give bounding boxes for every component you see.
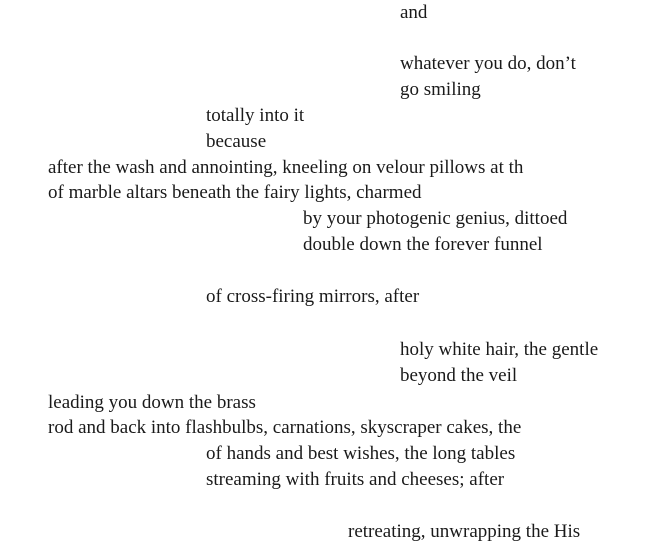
poem-line: beyond the veil xyxy=(400,365,518,386)
poem-line: of marble altars beneath the fairy lights, charmed xyxy=(48,182,422,203)
poem-line: streaming with fruits and cheeses; after xyxy=(206,469,505,490)
poem-line: and xyxy=(400,2,428,23)
poem-line: rod and back into flashbulbs, carnations, skyscraper cakes, the xyxy=(48,417,522,438)
poem-line: of hands and best wishes, the long tables xyxy=(206,443,516,464)
poem-line: leading you down the brass xyxy=(48,392,256,413)
poem-line: because xyxy=(206,131,267,152)
poem-line: after the wash and annointing, kneeling on velour pillows at th xyxy=(48,157,524,178)
poem-line: by your photogenic genius, dittoed xyxy=(303,208,568,229)
poem-line: retreating, unwrapping the His xyxy=(348,521,581,542)
poem-line: of cross-firing mirrors, after xyxy=(206,286,420,307)
poem-line: holy white hair, the gentle xyxy=(400,339,599,360)
poem-line: go smiling xyxy=(400,79,481,100)
poem-line: double down the forever funnel xyxy=(303,234,543,255)
poem-line: totally into it xyxy=(206,105,305,126)
poem-line: whatever you do, don’t xyxy=(400,53,576,74)
